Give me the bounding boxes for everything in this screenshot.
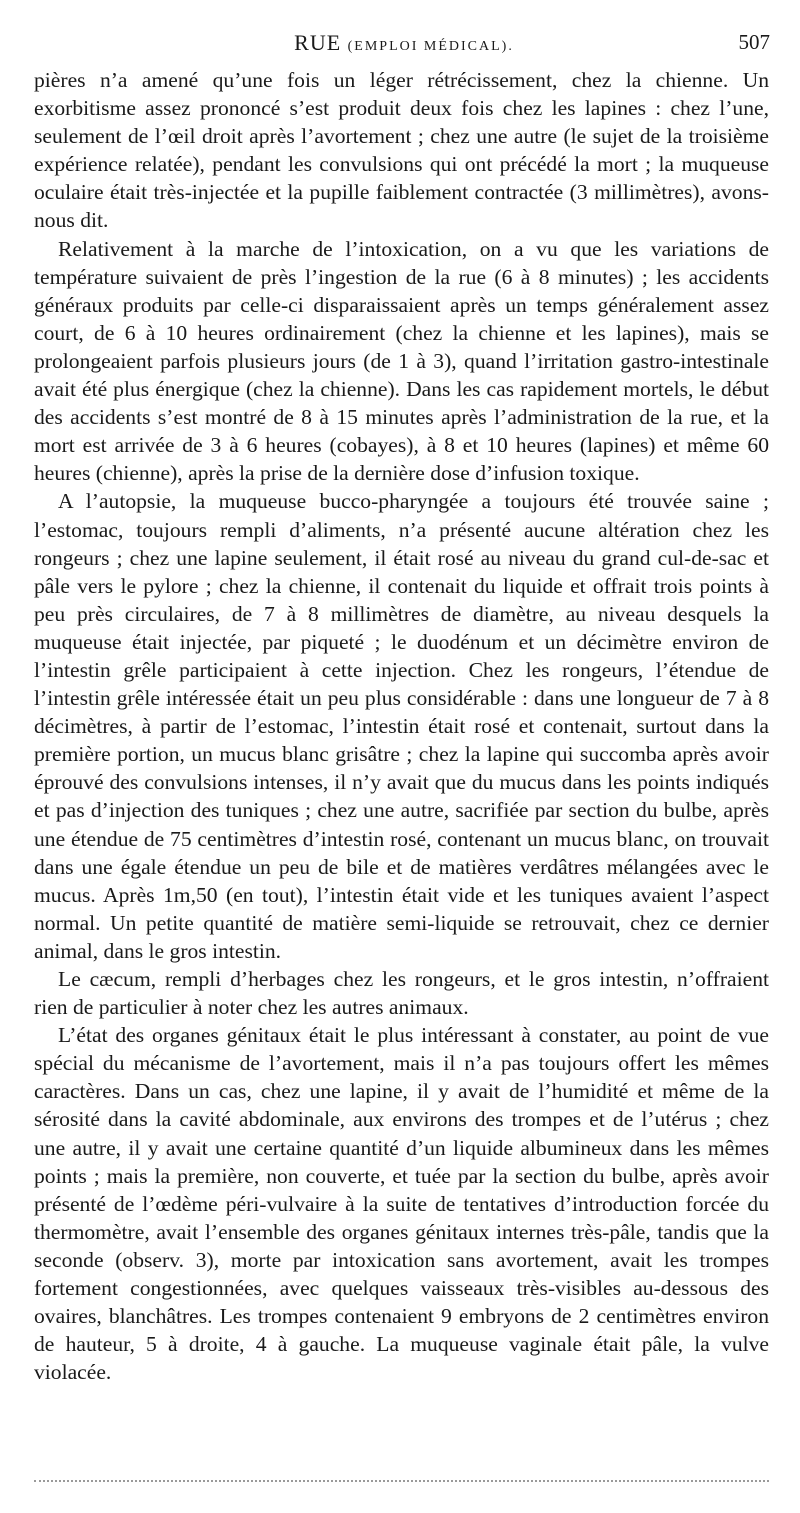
running-head [34, 30, 774, 64]
page-number: 507 [738, 30, 770, 54]
paragraph-1: pières n’a amené qu’une fois un léger rétrécissement, chez la chienne. Un exorbitisme assez prononcé s’est produit deux fois chez les lapines : chez l’une, seulement de l’œil droit après l’avortement ; chez une autre (le sujet de la troisième expérience relatée), pendant les convulsions qui ont précédé la mort ; la muqueuse oculaire était très-injectée et la pupille faiblement contractée (3 millimètres), avons-nous dit. [34, 68, 769, 233]
paragraph-3: A l’autopsie, la muqueuse bucco-pharyngée a toujours été trouvée saine ; l’estomac, toujours rempli d’aliments, n’a présenté aucune altération chez les rongeurs ; chez une lapine seulement, il était rosé au niveau du grand cul-de-sac et pâle vers le pylore ; chez la chienne, il contenait du liquide et offrait trois points à peu près circulaires, de 7 à 8 millimètres de diamètre, au niveau desquels la muqueuse était injectée, par piqueté ; le duodénum et un décimètre environ de l’intestin grêle participaient à cette injection. Chez les rongeurs, l’étendue de l’intestin grêle intéressée était un peu plus considérable : dans une longueur de 7 à 8 décimètres, à partir de l’estomac, l’intestin était rosé et contenait, surtout dans la première portion, un mucus blanc grisâtre ; chez la lapine qui succomba après avoir éprouvé des convulsions intenses, il n’y avait que du mucus dans les points indiqués et pas d’injection des tuniques ; chez une autre, sacrifiée par section du bulbe, après une étendue de 75 centimètres d’intestin rosé, contenant un mucus blanc, on trouvait dans une égale étendue un peu de bile et de matières verdâtres mélangées avec le mucus. Après 1m,50 (en tout), l’intestin était vide et les tuniques avaient l’aspect normal. Un petite quantité de matière semi-liquide se retrouvait, chez ce dernier animal, dans le gros intestin. [34, 489, 769, 963]
running-title-main: RUE [294, 30, 342, 55]
paragraph-5: L’état des organes génitaux était le plus intéressant à constater, au point de vue spécial du mécanisme de l’avortement, mais il n’a pas toujours offert les mêmes caractères. Dans un cas, chez une lapine, il y avait de l’humidité et même de la sérosité dans la cavité abdominale, aux environs des trompes et de l’utérus ; chez une autre, il y avait une certaine quantité d’un liquide albumineux dans les mêmes points ; mais la première, non couverte, et tuée par la section du bulbe, après avoir présenté de l’œdème péri-vulvaire à la suite de tentatives d’introduction forcée du thermomètre, avait l’ensemble des organes génitaux internes très-pâle, tandis que la seconde (observ. 3), morte par intoxication sans avortement, avait les trompes fortement congestionnées, avec quelques vaisseaux très-visibles au-dessous des ovaires, blanchâtres. Les trompes contenaient 9 embryons de 2 centimètres environ de hauteur, 5 à droite, 4 à gauche. La muqueuse vaginale était pâle, la vulve violacée. [34, 1023, 769, 1385]
running-title [34, 30, 774, 56]
footer-rule [34, 1480, 769, 1482]
body-text [34, 66, 769, 1386]
running-title-sub: (EMPLOI MÉDICAL). [347, 39, 514, 54]
paragraph-2: Relativement à la marche de l’intoxication, on a vu que les variations de température suivaient de près l’ingestion de la rue (6 à 8 minutes) ; les accidents généraux produits par celle-ci disparaissaient après un temps généralement assez court, de 6 à 10 heures ordinairement (chez la chienne et les lapines), mais se prolongeaient parfois plusieurs jours (de 1 à 3), quand l’irritation gastro-intestinale avait été plus énergique (chez la chienne). Dans les cas rapidement mortels, le début des accidents s’est montré de 8 à 15 minutes après l’administration de la rue, et la mort est arrivée de 3 à 6 heures (cobayes), à 8 et 10 heures (lapines) et même 60 heures (chienne), après la prise de la dernière dose d’infusion toxique. [34, 236, 769, 486]
paragraph-4: Le cæcum, rempli d’herbages chez les rongeurs, et le gros intestin, n’offraient rien de particulier à noter chez les autres animaux. [34, 967, 769, 1020]
